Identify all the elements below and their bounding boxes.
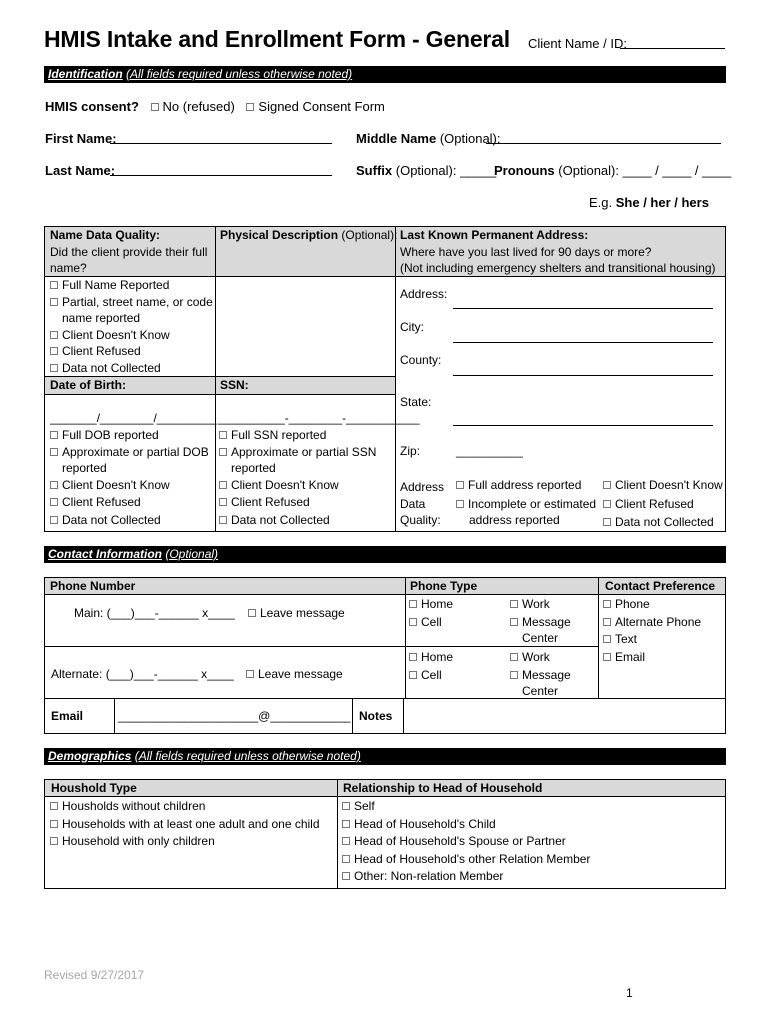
contact-bar-title: Contact Information xyxy=(48,547,162,561)
ssn-option-cont: reported xyxy=(231,461,276,475)
city-field[interactable] xyxy=(453,342,713,343)
address-quality-options-left xyxy=(456,477,604,529)
household-option[interactable]: Household with only children xyxy=(50,833,320,851)
city-label: City: xyxy=(400,320,424,334)
phone-number-heading: Phone Number xyxy=(50,579,136,593)
dob-option-cont: reported xyxy=(62,461,107,475)
address-heading: Last Known Permanent Address: xyxy=(400,228,589,242)
main-phone-field[interactable]: Main: (___)___-______ x____ xyxy=(74,606,235,620)
ssn-option[interactable]: Full SSN reported xyxy=(219,427,394,444)
zip-label: Zip: xyxy=(400,444,421,458)
address-quality-option[interactable]: Client Refused xyxy=(603,496,725,513)
checkbox[interactable] xyxy=(510,618,518,626)
relationship-option[interactable]: Head of Household's other Relation Member xyxy=(342,851,590,869)
relationship-option[interactable]: Self xyxy=(342,798,590,816)
consent-no-checkbox[interactable] xyxy=(151,103,159,111)
pronouns-label-bold: Pronouns xyxy=(494,163,555,178)
name-quality-question: Did the client provide their full name? xyxy=(50,244,208,275)
checkbox[interactable] xyxy=(50,481,58,489)
alternate-phone-field[interactable]: Alternate: (___)___-______ x____ xyxy=(51,667,234,681)
dob-option[interactable]: Approximate or partial DOB xyxy=(50,444,213,461)
checkbox[interactable] xyxy=(50,498,58,506)
contact-bar-note: (Optional) xyxy=(165,547,219,561)
checkbox[interactable] xyxy=(456,500,464,508)
household-option[interactable]: Households with at least one adult and one child xyxy=(50,816,320,834)
checkbox[interactable] xyxy=(50,802,58,810)
dob-option[interactable]: Data not Collected xyxy=(50,512,213,529)
table-divider xyxy=(44,394,395,395)
alt-phone-type-right xyxy=(510,649,571,700)
address-note: (Not including emergency shelters and transitional housing) xyxy=(400,261,716,275)
ssn-option[interactable]: Approximate or partial SSN xyxy=(219,444,394,461)
demographics-bar-note: (All fields required unless otherwise noted) xyxy=(134,749,361,763)
name-quality-header xyxy=(50,227,213,277)
suffix-label-opt: (Optional): xyxy=(395,163,457,178)
phone-type-cell[interactable]: Cell xyxy=(409,667,453,684)
dob-field[interactable]: _______/________/_________ xyxy=(50,411,217,425)
email-field[interactable]: _____________________@____________ xyxy=(118,709,351,723)
checkbox[interactable] xyxy=(603,500,611,508)
dob-options xyxy=(50,427,213,528)
address-quality-option[interactable]: Client Doesn't Know xyxy=(603,477,725,494)
checkbox[interactable] xyxy=(50,364,58,372)
checkbox[interactable] xyxy=(409,671,417,679)
ssn-options xyxy=(219,427,394,528)
address-header xyxy=(400,227,724,277)
consent-signed-checkbox[interactable] xyxy=(246,103,254,111)
address-quality-label-3: Quality: xyxy=(400,513,441,527)
middle-name-field[interactable] xyxy=(486,143,721,144)
checkbox[interactable] xyxy=(603,653,611,661)
dob-option[interactable]: Client Refused xyxy=(50,494,213,511)
middle-name-label-opt: (Optional): xyxy=(439,131,501,146)
demographics-bar-title: Demographics xyxy=(48,749,132,763)
contact-preference-heading: Contact Preference xyxy=(605,579,716,593)
checkbox[interactable] xyxy=(219,498,227,506)
first-name-field[interactable] xyxy=(110,143,332,144)
alt-leave-message[interactable]: Leave message xyxy=(246,666,343,683)
phone-type-home[interactable]: Home xyxy=(409,596,453,613)
address-quality-label-2: Data xyxy=(400,496,426,511)
ssn-option[interactable]: Client Doesn't Know xyxy=(219,477,394,494)
address-quality-option[interactable]: Full address reported xyxy=(456,477,604,494)
relationship-option[interactable]: Other: Non-relation Member xyxy=(342,868,590,886)
checkbox[interactable] xyxy=(219,431,227,439)
identification-section-bar xyxy=(44,66,726,83)
client-id-label: Client Name / ID: xyxy=(528,36,627,51)
name-quality-option[interactable]: Data not Collected xyxy=(50,360,213,377)
identification-bar-note: (All fields required unless otherwise noted) xyxy=(126,67,353,81)
contact-preference-options xyxy=(603,596,701,665)
checkbox[interactable] xyxy=(409,600,417,608)
dob-option[interactable]: Client Doesn't Know xyxy=(50,477,213,494)
dob-heading: Date of Birth: xyxy=(50,378,126,392)
checkbox[interactable] xyxy=(456,481,464,489)
ssn-field[interactable]: __________-________-___________ xyxy=(218,411,420,425)
checkbox[interactable] xyxy=(246,670,254,678)
name-quality-options xyxy=(50,277,213,376)
phone-type-message-cont: Center xyxy=(522,631,559,645)
checkbox[interactable] xyxy=(510,600,518,608)
checkbox[interactable] xyxy=(219,448,227,456)
name-quality-option[interactable]: Partial, street name, or code name reported xyxy=(50,294,213,327)
checkbox[interactable] xyxy=(50,331,58,339)
checkbox[interactable] xyxy=(409,618,417,626)
form-title: HMIS Intake and Enrollment Form - General xyxy=(44,26,510,52)
table-divider xyxy=(114,698,115,734)
phone-type-work[interactable]: Work xyxy=(510,596,571,613)
contact-section-bar xyxy=(44,546,726,563)
address-question: Where have you last lived for 90 days or more? xyxy=(400,244,652,259)
checkbox[interactable] xyxy=(50,298,58,306)
checkbox[interactable] xyxy=(603,600,611,608)
county-label: County: xyxy=(400,353,442,367)
checkbox[interactable] xyxy=(342,820,350,828)
phone-type-cell[interactable]: Cell xyxy=(409,614,453,631)
household-type-options xyxy=(50,798,320,851)
checkbox[interactable] xyxy=(50,281,58,289)
consent-signed-label: Signed Consent Form xyxy=(258,99,385,114)
state-label: State: xyxy=(400,395,432,409)
address-quality-option[interactable]: Data not Collected xyxy=(603,514,725,531)
address-quality-label xyxy=(400,479,444,529)
phone-type-home[interactable]: Home xyxy=(409,649,453,666)
last-name-label: Last Name: xyxy=(45,163,116,178)
suffix-field[interactable]: _____ xyxy=(460,163,497,178)
county-field[interactable] xyxy=(453,375,713,376)
address-quality-label-1: Address xyxy=(400,480,445,494)
address-quality-option-cont: address reported xyxy=(469,513,560,527)
pref-phone[interactable]: Phone xyxy=(603,596,701,613)
physical-description-header xyxy=(220,227,397,244)
relationship-heading: Relationship to Head of Household xyxy=(343,781,543,795)
table-divider xyxy=(337,779,338,889)
table-divider xyxy=(405,577,406,698)
pref-email[interactable]: Email xyxy=(603,649,701,666)
pronouns-field[interactable]: ____ / ____ / ____ xyxy=(622,163,732,178)
checkbox[interactable] xyxy=(50,431,58,439)
consent-no-label: No (refused) xyxy=(162,99,235,114)
revised-date: Revised 9/27/2017 xyxy=(44,968,145,982)
pronouns-example-value: She / her / hers xyxy=(615,195,709,210)
page-number: 1 xyxy=(626,986,633,1000)
name-quality-heading: Name Data Quality: xyxy=(50,228,161,242)
suffix-label xyxy=(356,163,496,178)
ssn-heading: SSN: xyxy=(220,378,249,392)
name-quality-option[interactable]: Client Refused xyxy=(50,343,213,360)
table-divider xyxy=(395,226,396,532)
pronouns-label xyxy=(494,163,731,178)
consent-label: HMIS consent? xyxy=(45,99,139,114)
name-quality-option[interactable]: Full Name Reported xyxy=(50,277,213,294)
checkbox[interactable] xyxy=(603,618,611,626)
physical-heading-bold: Physical Description xyxy=(220,228,339,242)
demographics-section-bar xyxy=(44,748,726,765)
table-divider xyxy=(352,698,353,734)
pronouns-example-prefix: E.g. xyxy=(589,195,613,210)
ssn-option[interactable]: Client Refused xyxy=(219,494,394,511)
checkbox[interactable] xyxy=(219,481,227,489)
address-quality-option[interactable]: Incomplete or estimated xyxy=(456,496,604,513)
checkbox[interactable] xyxy=(248,609,256,617)
checkbox[interactable] xyxy=(342,837,350,845)
relationship-option[interactable]: Head of Household's Spouse or Partner xyxy=(342,833,590,851)
address-field[interactable] xyxy=(453,308,713,309)
relationship-options xyxy=(342,798,590,886)
checkbox[interactable] xyxy=(219,516,227,524)
pronouns-example xyxy=(589,195,709,210)
phone-type-message[interactable]: Message xyxy=(510,667,571,684)
phone-type-heading: Phone Type xyxy=(410,579,478,593)
checkbox[interactable] xyxy=(603,481,611,489)
pronouns-label-opt: (Optional): xyxy=(558,163,619,178)
notes-field[interactable] xyxy=(404,699,725,733)
relationship-option[interactable]: Head of Household's Child xyxy=(342,816,590,834)
notes-label: Notes xyxy=(359,709,393,723)
suffix-label-bold: Suffix xyxy=(356,163,393,178)
ssn-option[interactable]: Data not Collected xyxy=(219,512,394,529)
address-label: Address: xyxy=(400,287,448,301)
dob-option[interactable]: Full DOB reported xyxy=(50,427,213,444)
phone-type-message[interactable]: Message xyxy=(510,614,571,631)
pref-text[interactable]: Text xyxy=(603,631,701,648)
alt-phone-type-left xyxy=(409,649,453,683)
checkbox[interactable] xyxy=(50,820,58,828)
main-leave-message[interactable]: Leave message xyxy=(248,605,345,622)
checkbox[interactable] xyxy=(409,653,417,661)
household-option[interactable]: Housholds without children xyxy=(50,798,320,816)
checkbox[interactable] xyxy=(603,518,611,526)
checkbox[interactable] xyxy=(603,635,611,643)
client-id-field[interactable] xyxy=(620,48,725,49)
middle-name-label xyxy=(356,131,501,146)
table-divider xyxy=(215,226,216,532)
state-field[interactable] xyxy=(453,425,713,426)
checkbox[interactable] xyxy=(342,802,350,810)
checkbox[interactable] xyxy=(50,837,58,845)
consent-row xyxy=(45,99,385,114)
phone-type-work[interactable]: Work xyxy=(510,649,571,666)
first-name-label: First Name: xyxy=(45,131,117,146)
middle-name-label-bold: Middle Name xyxy=(356,131,437,146)
checkbox[interactable] xyxy=(50,516,58,524)
address-quality-options-right xyxy=(603,477,725,531)
physical-heading-opt: (Optional): xyxy=(341,228,398,242)
last-name-field[interactable] xyxy=(110,175,332,176)
checkbox[interactable] xyxy=(50,347,58,355)
identification-bar-title: Identification xyxy=(48,67,123,81)
checkbox[interactable] xyxy=(510,671,518,679)
checkbox[interactable] xyxy=(342,855,350,863)
pref-alternate-phone[interactable]: Alternate Phone xyxy=(603,614,701,631)
zip-field[interactable]: __________ xyxy=(456,444,523,458)
phone-type-message-cont: Center xyxy=(522,684,559,698)
checkbox[interactable] xyxy=(510,653,518,661)
main-phone-type-right xyxy=(510,596,571,647)
table-divider xyxy=(598,577,599,698)
email-label: Email xyxy=(51,709,84,723)
household-type-heading: Houshold Type xyxy=(51,781,137,795)
checkbox[interactable] xyxy=(342,872,350,880)
main-phone-type-left xyxy=(409,596,453,630)
name-quality-option[interactable]: Client Doesn't Know xyxy=(50,327,213,344)
checkbox[interactable] xyxy=(50,448,58,456)
